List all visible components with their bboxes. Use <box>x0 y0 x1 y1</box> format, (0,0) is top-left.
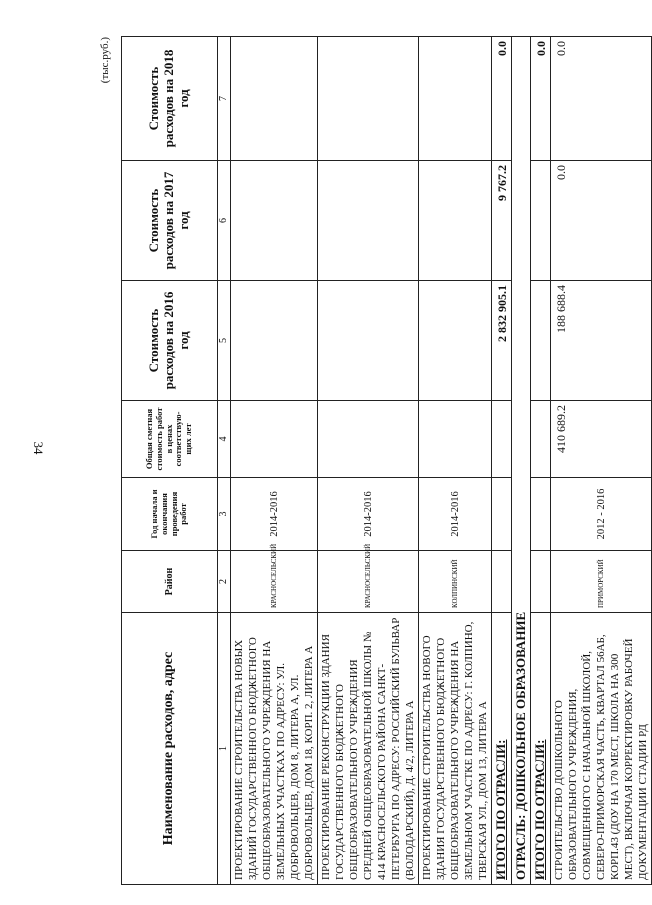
section-total-row <box>531 37 551 885</box>
col-num-7: 7 <box>218 37 231 161</box>
col-num-2: 2 <box>218 551 231 613</box>
header-2018: Стоимость расходов на 2018 год <box>122 37 218 161</box>
section-total-2016 <box>531 281 551 401</box>
expenses-table <box>121 36 652 885</box>
row-2017 <box>231 161 318 281</box>
col-num-1: 1 <box>218 613 231 885</box>
industry-total-empty <box>492 478 512 551</box>
header-total-cost: Общая сметная стоимость работ в ценах соответствую- щих лет <box>122 401 218 478</box>
row-2017 <box>318 161 419 281</box>
table-row <box>419 37 492 885</box>
header-2017: Стоимость расходов на 2017 год <box>122 161 218 281</box>
row-total-cost <box>419 401 492 478</box>
industry-total-empty <box>492 401 512 478</box>
row-2017: 0.0 <box>551 161 652 281</box>
industry-total-row <box>492 37 512 885</box>
units-label: (тыс.руб.) <box>99 37 111 84</box>
row-total-cost <box>318 401 419 478</box>
section-header-row <box>512 37 531 885</box>
row-2016 <box>318 281 419 401</box>
industry-total-label: ИТОГО ПО ОТРАСЛИ: <box>492 613 512 885</box>
section-total-empty <box>531 401 551 478</box>
row-2017 <box>419 161 492 281</box>
industry-total-2018: 0.0 <box>492 37 512 161</box>
row-name: ПРОЕКТИРОВАНИЕ РЕКОНСТРУКЦИИ ЗДАНИЯ ГОСУДАРСТВЕННОГО БЮДЖЕТНОГО ОБЩЕОБРАЗОВАТЕЛЬНОГО УЧРЕЖДЕНИЯ СРЕДНЕЙ ОБЩЕОБРАЗОВАТЕЛЬНОЙ ШКОЛЫ № 414 КРАСНОСЕЛЬСКОГО РАЙОНА САНКТ-ПЕТЕРБУРГА ПО АДРЕСУ: РОССИЙСКИЙ БУЛЬВАР (ВОЛОДАРСКИЙ), Д. 4/2, ЛИТЕРА А <box>318 613 419 885</box>
row-district: КОЛПИНСКИЙ <box>419 551 492 613</box>
row-name: СТРОИТЕЛЬСТВО ДОШКОЛЬНОГО ОБРАЗОВАТЕЛЬНОГО УЧРЕЖДЕНИЯ, СОВМЕЩЕННОГО С НАЧАЛЬНОЙ ШКОЛОЙ, СЕВЕРО-ПРИМОРСКАЯ ЧАСТЬ, КВАРТАЛ 56АБ, КОРП.43 (ДОУ НА 170 МЕСТ, ШКОЛА НА 300 МЕСТ), ВКЛЮЧАЯ КОРРЕКТИРОВКУ РАБОЧЕЙ ДОКУМЕНТАЦИИ СТАДИИ РД <box>551 613 652 885</box>
page-number: 34 <box>31 441 46 455</box>
table-row <box>551 37 652 885</box>
column-number-row <box>218 37 231 885</box>
row-period: 2014-2016 <box>318 478 419 551</box>
table-row <box>231 37 318 885</box>
rotated-table-page <box>99 37 649 885</box>
section-title: ОТРАСЛЬ: ДОШКОЛЬНОЕ ОБРАЗОВАНИЕ <box>512 37 531 885</box>
col-num-3: 3 <box>218 478 231 551</box>
table-row <box>318 37 419 885</box>
section-total-empty <box>531 551 551 613</box>
row-period: 2014-2016 <box>419 478 492 551</box>
row-district: КРАСНОСЕЛЬСКИЙ <box>318 551 419 613</box>
row-2018: 0.0 <box>551 37 652 161</box>
header-name: Наименование расходов, адрес <box>122 613 218 885</box>
col-num-4: 4 <box>218 401 231 478</box>
header-district: Район <box>122 551 218 613</box>
row-district: КРАСНОСЕЛЬСКИЙ <box>231 551 318 613</box>
section-total-2018: 0.0 <box>531 37 551 161</box>
section-total-label: ИТОГО ПО ОТРАСЛИ: <box>531 613 551 885</box>
col-num-6: 6 <box>218 161 231 281</box>
row-2016 <box>419 281 492 401</box>
row-name: ПРОЕКТИРОВАНИЕ СТРОИТЕЛЬСТВА НОВОГО ЗДАНИЯ ГОСУДАРСТВЕННОГО БЮДЖЕТНОГО ОБЩЕОБРАЗОВАТЕЛЬНОГО УЧРЕЖДЕНИЯ НА ЗЕМЕЛЬНОМ УЧАСТКЕ ПО АДРЕСУ: Г. КОЛПИНО, ТВЕРСКАЯ УЛ., ДОМ 13, ЛИТЕРА А <box>419 613 492 885</box>
industry-total-empty <box>492 551 512 613</box>
industry-total-2017: 9 767.2 <box>492 161 512 281</box>
row-total-cost: 410 689.2 <box>551 401 652 478</box>
industry-total-2016: 2 832 905.1 <box>492 281 512 401</box>
row-name: ПРОЕКТИРОВАНИЕ СТРОИТЕЛЬСТВА НОВЫХ ЗДАНИЙ ГОСУДАРСТВЕННОГО БЮДЖЕТНОГО ОБЩЕОБРАЗОВАТЕЛЬНОГО УЧРЕЖДЕНИЯ НА ЗЕМЕЛЬНЫХ УЧАСТКАХ ПО АДРЕСУ: УЛ. ДОБРОВОЛЬЦЕВ, ДОМ 8, ЛИТЕРА А, УЛ. ДОБРОВОЛЬЦЕВ, ДОМ 18, КОРП. 2, ЛИТЕРА А <box>231 613 318 885</box>
row-period: 2014-2016 <box>231 478 318 551</box>
row-2016 <box>231 281 318 401</box>
col-num-5: 5 <box>218 281 231 401</box>
row-2018 <box>419 37 492 161</box>
section-total-empty <box>531 478 551 551</box>
row-district: ПРИМОРСКИЙ <box>551 551 652 613</box>
row-2018 <box>318 37 419 161</box>
header-row <box>122 37 218 885</box>
header-period: Год начала и окончания проведения работ <box>122 478 218 551</box>
header-2016: Стоимость расходов на 2016 год <box>122 281 218 401</box>
section-total-2017 <box>531 161 551 281</box>
row-2018 <box>231 37 318 161</box>
row-2016: 188 688.4 <box>551 281 652 401</box>
row-period: 2012 - 2016 <box>551 478 652 551</box>
row-total-cost <box>231 401 318 478</box>
